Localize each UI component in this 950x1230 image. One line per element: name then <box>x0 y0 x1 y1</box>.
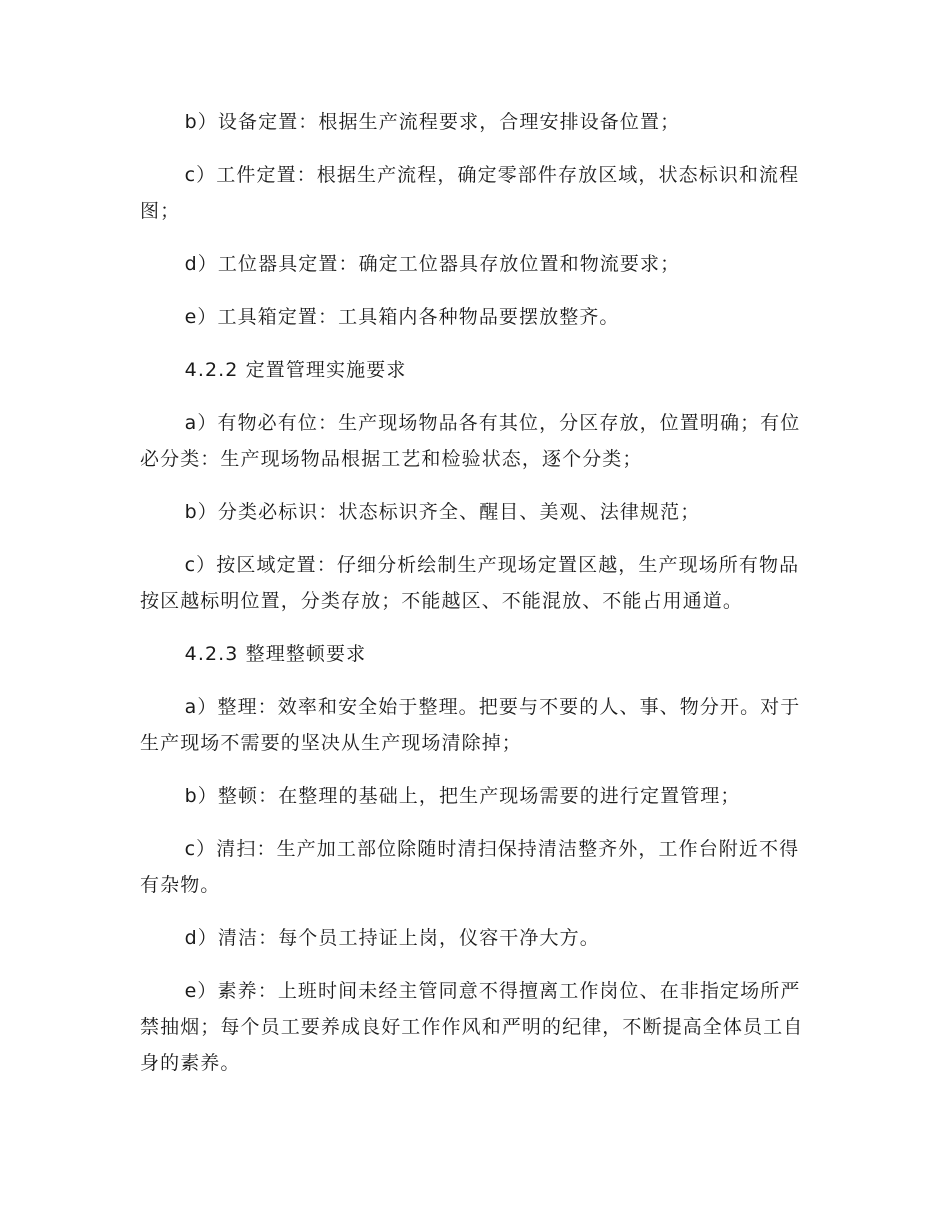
paragraph-workpiece-placement: c）工件定置：根据生产流程，确定零部件存放区域，状态标识和流程图； <box>140 164 800 222</box>
paragraph-item-location: a）有物必有位：生产现场物品各有其位，分区存放，位置明确；有位必分类：生产现场物品根据工艺和检验状态，逐个分类； <box>140 412 801 470</box>
paragraph-set-in-order: b）整顿：在整理的基础上，把生产现场需要的进行定置管理； <box>184 785 741 807</box>
paragraph-zone-placement: c）按区域定置：仔细分析绘制生产现场定置区越，生产现场所有物品按区越标明位置，分类存放；不能越区、不能混放、不能占用通道。 <box>140 554 800 612</box>
paragraph-standardize: d）清洁：每个员工持证上岗，仪容干净大方。 <box>184 927 600 949</box>
section-heading-4-2-3: 4.2.3 整理整顿要求 <box>184 643 367 665</box>
section-heading-4-2-2: 4.2.2 定置管理实施要求 <box>184 359 407 381</box>
paragraph-toolbox-placement: e）工具箱定置：工具箱内各种物品要摆放整齐。 <box>184 306 620 328</box>
paragraph-shine: c）清扫：生产加工部位除随时清扫保持清洁整齐外，工作台附近不得有杂物。 <box>140 838 800 896</box>
paragraph-sustain: e）素养：上班时间未经主管同意不得擅离工作岗位、在非指定场所严禁抽烟；每个员工要养成良好工作作风和严明的纪律，不断提高全体员工自身的素养。 <box>140 980 804 1074</box>
paragraph-classification-label: b）分类必标识：状态标识齐全、醒目、美观、法律规范； <box>184 501 701 523</box>
paragraph-sort: a）整理：效率和安全始于整理。把要与不要的人、事、物分开。对于生产现场不需要的坚决从生产现场清除掉； <box>140 696 801 754</box>
paragraph-station-tool-placement: d）工位器具定置：确定工位器具存放位置和物流要求； <box>184 253 681 275</box>
document-page <box>140 104 810 1081</box>
paragraph-equipment-placement: b）设备定置：根据生产流程要求，合理安排设备位置； <box>184 111 681 133</box>
